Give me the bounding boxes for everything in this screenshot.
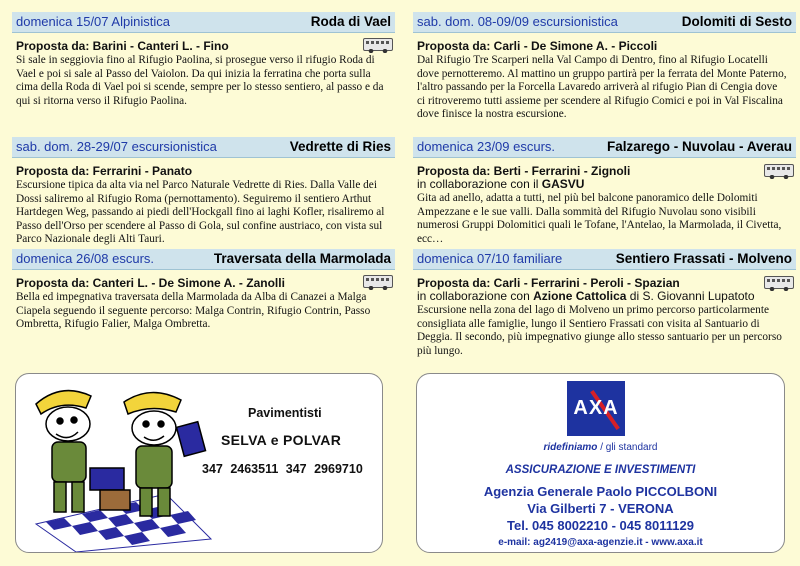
event-proposer: Proposta da: Carli - De Simone A. - Piccoli [417, 39, 658, 53]
event-header [12, 249, 395, 270]
event-date: sab. dom. 28-29/07 escursionistica [16, 139, 217, 154]
event-card [413, 249, 796, 358]
event-date: domenica 07/10 familiare [417, 251, 563, 266]
axa-address: Via Gilberti 7 - VERONA [527, 501, 674, 516]
ad-phone-numbers: 347 2463511 347 2969710 [202, 462, 363, 476]
event-card [12, 137, 395, 247]
event-collaboration: in collaborazione con il GASVU [417, 177, 585, 191]
ad-axa [416, 373, 785, 553]
event-proposer: Proposta da: Barini - Canteri L. - Fino [16, 39, 229, 53]
event-date: domenica 23/09 escurs. [417, 139, 556, 154]
event-date: sab. dom. 08-09/09 escursionistica [417, 14, 618, 29]
event-proposer: Proposta da: Canteri L. - De Simone A. - Zanolli [16, 276, 285, 290]
event-card [12, 12, 395, 108]
axa-contacts: e-mail: ag2419@axa-agenzie.it - www.axa.it [498, 537, 703, 548]
bus-icon [764, 276, 794, 289]
axa-agency: Agenzia Generale Paolo PICCOLBONI [483, 484, 718, 499]
ad-pavimentisti [15, 373, 383, 553]
event-header [413, 249, 796, 270]
bus-icon [363, 275, 393, 288]
event-header [413, 137, 796, 158]
bus-icon [764, 164, 794, 177]
event-title: Dolomiti di Sesto [681, 14, 792, 29]
event-description: Si sale in seggiovia fino al Rifugio Paolina, si prosegue verso il rifugio Roda di Vael e poi si sale al Passo del Vaiolon. Da qui inizia la ferratina che porta sulla cima della Roda di Vael poi si scende, sempre per lo stesso sentiero, al passo e da qui si ritorna verso il Rifugio Paolina. [16, 54, 384, 107]
event-proposer: Proposta da: Carli - Ferrarini - Peroli - Spazian [417, 276, 680, 290]
ad-company-name: SELVA e POLVAR [221, 432, 342, 448]
axa-phones: Tel. 045 8002210 - 045 8011129 [507, 518, 694, 533]
axa-services: ASSICURAZIONE E INVESTIMENTI [505, 464, 696, 476]
workers-illustration [16, 374, 216, 552]
event-title: Falzarego - Nuvolau - Averau [606, 139, 792, 154]
event-title: Vedrette di Ries [289, 139, 391, 154]
bus-icon [363, 38, 393, 51]
event-card [413, 137, 796, 246]
event-description: Dal Rifugio Tre Scarperi nella Val Campo di Dentro, fino al Rifugio Locatelli dove pernotteremo. Al mattino un gruppo partirà per la ferrata del Monte Paterno, l'altro passando per la Forcella Lavaredo arriverà al rifugio Pian di Cengia dove ci ritroveremo tutti assieme per scendere al Rifugio Comici e poi in Val Fiscalina dove finisce la nostra escursione. [417, 54, 787, 121]
event-proposer: Proposta da: Ferrarini - Panato [16, 164, 193, 178]
event-title: Traversata della Marmolada [213, 251, 391, 266]
axa-logo: AXA [567, 381, 625, 436]
axa-tagline: ridefiniamo / gli standard [543, 442, 658, 453]
ad-caption: Pavimentisti [248, 406, 322, 420]
event-card [413, 12, 796, 122]
event-description: Escursione tipica da alta via nel Parco Naturale Vedrette di Ries. Dalla Valle dei Dossi saliremo al Rifugio Roma (pernottamento). Seguiremo il sentiero Arthut Hartdegen Weg, passando ai piedi dell'Hockgall fino ai laghi Kofler, risaliremo al Passo dell'Orso per scendere al Passo di Gola, sul confine austriaco, con vista sul Parco Nazionale degli Alti Tauri. [16, 179, 385, 246]
event-title: Roda di Vael [310, 14, 391, 29]
event-collaboration: in collaborazione con Azione Cattolica di S. Giovanni Lupatoto [417, 289, 755, 303]
event-description: Gita ad anello, adatta a tutti, nel più bel balcone panoramico delle Dolomiti Ampezzane e le sue valli. Dalla sommità del Rifugio Nuvolau sono visibili numerosi Gruppi Dolomitici quali le Tofane, l'Antelao, la Marmolada, il Civetta, ecc… [417, 192, 782, 245]
event-title: Sentiero Frassati - Molveno [615, 251, 792, 266]
event-description: Escursione nella zona del lago di Molveno un primo percorso particolarmente consigliata alle famiglie, lungo il Sentiero Frassati con visita al Santuario di Deggia. Il secondo, più impegnativo giunge allo stesso santuario per un percorso più lungo. [417, 304, 782, 357]
event-header [12, 137, 395, 158]
event-date: domenica 15/07 Alpinistica [16, 14, 170, 29]
event-date: domenica 26/08 escurs. [16, 251, 155, 266]
event-header [413, 12, 796, 33]
event-description: Bella ed impegnativa traversata della Marmolada da Alba di Canazei a Malga Ciapela seguendo il seguente percorso: Malga Contrin, Rifugio Contrin, Passo Ombretta, Rifugio Falier, Malga Ombretta. [16, 291, 371, 331]
event-header [12, 12, 395, 33]
event-proposer: Proposta da: Berti - Ferrarini - Zignoli [417, 164, 631, 178]
event-card [12, 249, 395, 332]
